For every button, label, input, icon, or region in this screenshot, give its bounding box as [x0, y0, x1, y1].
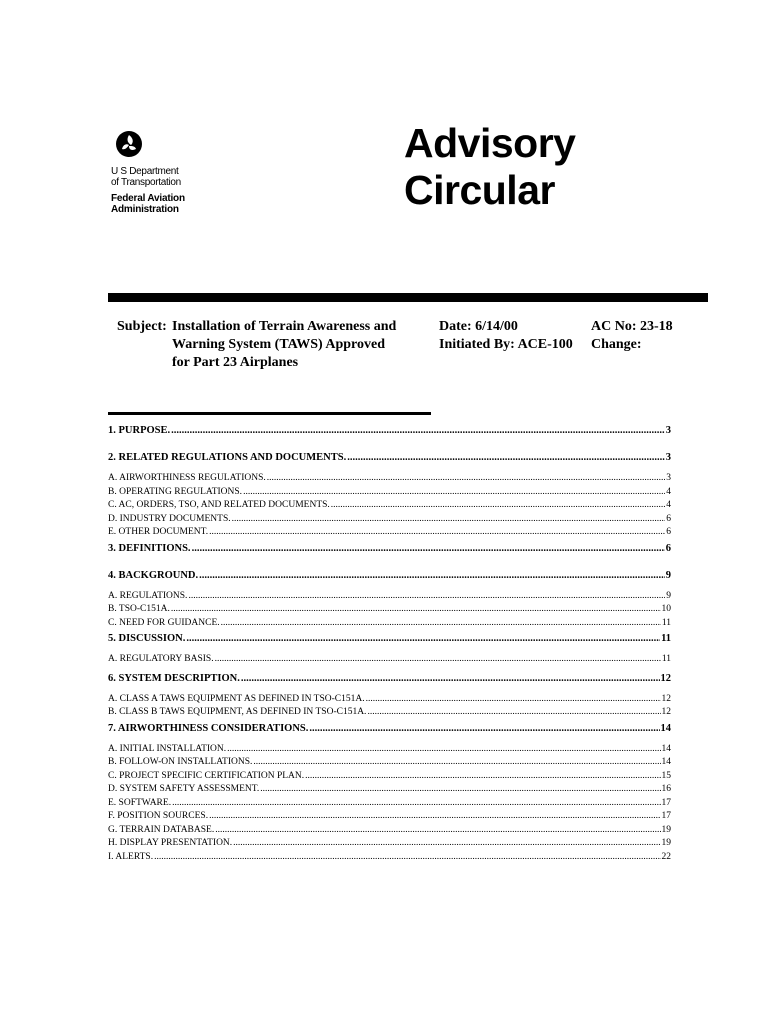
toc-leader	[209, 526, 665, 540]
toc-leader	[172, 797, 660, 811]
toc-leader	[232, 513, 666, 527]
toc-page-number: 6	[666, 513, 671, 524]
toc-label: 1. PURPOSE.	[108, 425, 171, 436]
toc-leader	[215, 824, 660, 838]
toc-label: F. POSITION SOURCES.	[108, 811, 209, 821]
title-line-2: Circular	[404, 167, 555, 213]
toc-subsection[interactable]	[108, 693, 671, 707]
toc-page-number: 10	[661, 604, 671, 614]
toc-page-number: 17	[661, 797, 671, 808]
toc-subsection[interactable]	[108, 472, 671, 486]
toc-leader	[241, 672, 660, 685]
toc-leader	[154, 851, 660, 865]
toc-subsection[interactable]	[108, 603, 671, 617]
toc-subsection[interactable]	[108, 526, 671, 540]
toc-label: G. TERRAIN DATABASE.	[108, 824, 215, 835]
toc-label: C. PROJECT SPECIFIC CERTIFICATION PLAN.	[108, 770, 305, 781]
toc-leader	[171, 603, 661, 617]
toc-label: A. INITIAL INSTALLATION.	[108, 743, 227, 754]
toc-leader	[267, 472, 665, 486]
toc-leader	[186, 632, 660, 645]
toc-leader	[331, 499, 665, 513]
date: Date: 6/14/00	[439, 319, 518, 334]
toc-page-number: 14	[660, 722, 671, 734]
toc-page-number: 6	[666, 527, 671, 537]
toc-label: B. TSO-C151A.	[108, 604, 170, 614]
toc-section[interactable]	[108, 569, 671, 582]
toc-label: C. NEED FOR GUIDANCE.	[108, 617, 220, 628]
toc-label: H. DISPLAY PRESENTATION.	[108, 838, 233, 848]
toc-subsection[interactable]	[108, 706, 671, 720]
table-of-contents	[108, 424, 671, 864]
toc-page-number: 14	[661, 757, 671, 767]
toc-subsection[interactable]	[108, 851, 671, 865]
subject-line-2: Warning System (TAWS) Approved	[172, 337, 386, 352]
toc-leader	[253, 756, 660, 770]
toc-leader	[192, 542, 665, 555]
header-divider	[108, 293, 708, 302]
toc-label: 5. DISCUSSION.	[108, 633, 186, 644]
toc-page-number: 4	[666, 486, 671, 497]
toc-label: D. INDUSTRY DOCUMENTS.	[108, 513, 231, 524]
toc-label: 4. BACKGROUND.	[108, 569, 199, 581]
toc-label: A. CLASS A TAWS EQUIPMENT AS DEFINED IN TSO-C151A.	[108, 693, 365, 704]
toc-subsection[interactable]	[108, 617, 671, 631]
toc-label: D. SYSTEM SAFETY ASSESSMENT.	[108, 784, 260, 794]
toc-label: I. ALERTS.	[108, 851, 154, 862]
toc-page-number: 17	[661, 811, 671, 821]
toc-label: 7. AIRWORTHINESS CONSIDERATIONS.	[108, 722, 309, 734]
toc-page-number: 22	[661, 851, 671, 862]
toc-page-number: 3	[665, 425, 671, 436]
toc-leader	[366, 693, 661, 707]
toc-label: E. SOFTWARE.	[108, 797, 172, 808]
toc-subsection[interactable]	[108, 653, 671, 667]
toc-page-number: 11	[661, 617, 671, 628]
toc-page-number: 12	[661, 693, 671, 704]
department-line-1: U S Department	[111, 166, 179, 177]
toc-subsection[interactable]	[108, 743, 671, 757]
toc-subsection[interactable]	[108, 810, 671, 824]
toc-subsection[interactable]	[108, 824, 671, 838]
toc-page-number: 9	[665, 569, 671, 581]
toc-subsection[interactable]	[108, 783, 671, 797]
toc-section[interactable]	[108, 542, 671, 555]
department-line-2: of Transportation	[111, 177, 181, 188]
toc-page-number: 9	[666, 590, 671, 601]
toc-label: B. FOLLOW-ON INSTALLATIONS.	[108, 757, 253, 767]
toc-leader	[233, 837, 660, 851]
toc-leader	[305, 770, 660, 784]
toc-label: A. REGULATORY BASIS.	[108, 654, 214, 664]
toc-page-number: 12	[660, 672, 671, 684]
toc-leader	[347, 451, 665, 464]
toc-page-number: 19	[661, 824, 671, 835]
toc-subsection[interactable]	[108, 770, 671, 784]
toc-page-number: 11	[661, 654, 671, 664]
toc-label: E. OTHER DOCUMENT.	[108, 527, 209, 537]
toc-label: A. AIRWORTHINESS REGULATIONS.	[108, 473, 266, 483]
toc-page-number: 4	[666, 500, 671, 510]
toc-label: C. AC, ORDERS, TSO, AND RELATED DOCUMENTS.	[108, 500, 330, 510]
toc-page-number: 3	[665, 452, 671, 463]
subject-text	[172, 318, 434, 372]
toc-leader	[260, 783, 660, 797]
toc-leader	[209, 810, 660, 824]
toc-subsection[interactable]	[108, 756, 671, 770]
toc-page-number: 3	[666, 473, 671, 483]
toc-subsection[interactable]	[108, 837, 671, 851]
toc-subsection[interactable]	[108, 486, 671, 500]
toc-section[interactable]	[108, 451, 671, 464]
ac-number: AC No: 23-18	[591, 319, 673, 334]
toc-subsection[interactable]	[108, 797, 671, 811]
toc-page-number: 12	[661, 707, 671, 717]
toc-leader	[221, 617, 661, 631]
administration-line-1: Federal Aviation	[111, 193, 185, 204]
toc-page-number: 16	[661, 784, 671, 794]
toc-subsection[interactable]	[108, 499, 671, 513]
document-title	[404, 120, 575, 214]
toc-divider	[108, 412, 431, 415]
toc-page-number: 6	[665, 542, 671, 554]
toc-label: B. OPERATING REGULATIONS.	[108, 486, 243, 497]
toc-leader	[309, 722, 659, 735]
toc-page-number: 11	[661, 633, 671, 644]
toc-label: A. REGULATIONS.	[108, 590, 188, 601]
toc-page-number: 14	[661, 743, 671, 754]
title-line-1: Advisory	[404, 120, 576, 166]
toc-subsection[interactable]	[108, 513, 671, 527]
toc-label: 2. RELATED REGULATIONS AND DOCUMENTS.	[108, 452, 347, 463]
toc-leader	[171, 424, 665, 437]
toc-page-number: 15	[661, 770, 671, 781]
toc-leader	[243, 486, 665, 500]
subject-line-3: for Part 23 Airplanes	[172, 355, 299, 370]
agency-block	[111, 166, 185, 215]
toc-leader	[188, 590, 665, 604]
toc-label: B. CLASS B TAWS EQUIPMENT, AS DEFINED IN TSO-C151A.	[108, 707, 367, 717]
toc-leader	[227, 743, 660, 757]
toc-leader	[199, 569, 665, 582]
toc-subsection[interactable]	[108, 590, 671, 604]
toc-leader	[215, 653, 661, 667]
initiated-by: Initiated By: ACE-100	[439, 337, 573, 352]
toc-section[interactable]	[108, 722, 671, 735]
toc-section[interactable]	[108, 672, 671, 685]
subject-label: Subject:	[117, 319, 167, 334]
toc-section[interactable]	[108, 632, 671, 645]
subject-line-1: Installation of Terrain Awareness and	[172, 319, 397, 334]
toc-leader	[367, 706, 660, 720]
dot-logo-icon	[115, 130, 143, 158]
toc-section[interactable]	[108, 424, 671, 437]
toc-label: 6. SYSTEM DESCRIPTION.	[108, 672, 240, 684]
toc-label: 3. DEFINITIONS.	[108, 542, 191, 554]
toc-page-number: 19	[661, 838, 671, 848]
change: Change:	[591, 337, 642, 352]
administration-line-2: Administration	[111, 204, 179, 215]
